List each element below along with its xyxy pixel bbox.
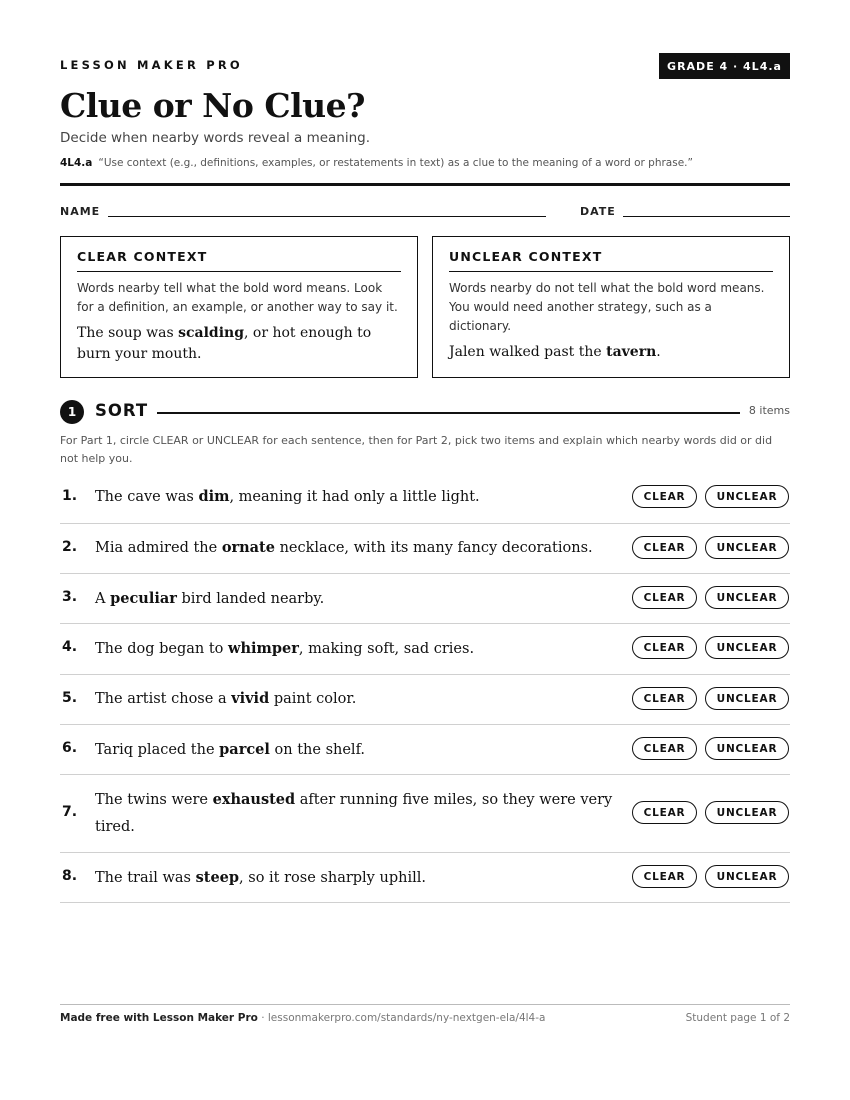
sentence-text: , so it rose sharply uphill.	[239, 870, 426, 886]
name-field[interactable]	[108, 216, 546, 217]
sentence-text: The artist chose a	[95, 691, 232, 707]
clear-context-box	[60, 236, 418, 378]
section-instructions: For Part 1, circle CLEAR or UNCLEAR for each sentence, then for Part 2, pick two items and explain which nearby words did or did not help you.	[60, 434, 773, 465]
sentence-text: Mia admired the	[95, 540, 222, 556]
target-word: dim	[198, 488, 230, 505]
sort-item	[60, 725, 790, 775]
sentence-text: The dog began to	[95, 641, 229, 657]
target-word: whimper	[228, 640, 299, 657]
target-word: exhausted	[212, 791, 296, 808]
item-sentence	[95, 635, 625, 663]
item-number: 1.	[62, 488, 78, 504]
item-number: 5.	[62, 690, 78, 706]
example-target-word: scalding	[178, 325, 244, 341]
sentence-text: The twins were	[95, 792, 213, 808]
footer-url: · lessonmakerpro.com/standards/ny-nextgen-ela/4l4-a	[261, 1012, 546, 1024]
item-number: 7.	[62, 804, 78, 820]
sentence-text: , meaning it had only a little light.	[229, 489, 480, 505]
item-sentence	[95, 685, 625, 713]
standard-code: 4L4.a	[60, 157, 93, 169]
sentence-text: on the shelf.	[269, 742, 366, 758]
example-text: , or hot enough to burn your mouth.	[77, 325, 372, 362]
section-header	[60, 400, 790, 422]
worksheet-subtitle: Decide when nearby words reveal a meaning.	[60, 130, 371, 146]
standard-text: “Use context (e.g., definitions, examples, or restatements in text) as a clue to the meaning of a word or phrase.”	[98, 157, 693, 169]
unclear-option[interactable]: UNCLEAR	[705, 636, 789, 659]
clear-option[interactable]: CLEAR	[632, 586, 697, 609]
target-word: steep	[195, 869, 240, 886]
section-rule	[157, 412, 740, 414]
target-word: peculiar	[110, 590, 177, 607]
item-number: 4.	[62, 639, 78, 655]
item-sentence	[95, 864, 625, 892]
sentence-text: necklace, with its many fancy decorations.	[274, 540, 593, 556]
section-title: SORT	[95, 401, 149, 420]
item-number: 8.	[62, 868, 78, 884]
date-label: DATE	[580, 205, 616, 218]
item-sentence	[95, 534, 625, 562]
sort-item	[60, 853, 790, 903]
target-word: vivid	[231, 690, 270, 707]
sentence-text: , making soft, sad cries.	[298, 641, 475, 657]
sort-item	[60, 675, 790, 725]
grade-badge: GRADE 4 · 4L4.a	[659, 53, 790, 79]
unclear-option[interactable]: UNCLEAR	[705, 737, 789, 760]
item-sentence	[95, 585, 625, 613]
clear-option[interactable]: CLEAR	[632, 801, 697, 824]
target-word: parcel	[219, 741, 270, 758]
item-sentence	[95, 736, 625, 764]
worksheet-title: Clue or No Clue?	[60, 86, 365, 125]
sort-item	[60, 473, 790, 524]
clear-context-heading: CLEAR CONTEXT	[77, 249, 401, 272]
sort-item	[60, 624, 790, 675]
example-target-word: tavern	[606, 344, 657, 360]
example-text: The soup was	[77, 325, 179, 341]
sort-item	[60, 775, 790, 853]
unclear-option[interactable]: UNCLEAR	[705, 801, 789, 824]
item-sentence	[95, 483, 625, 511]
sentence-text: The cave was	[95, 489, 199, 505]
example-text: Jalen walked past the	[449, 344, 607, 360]
example-text: .	[656, 344, 661, 360]
unclear-option[interactable]: UNCLEAR	[705, 687, 789, 710]
sentence-text: A	[95, 591, 111, 607]
sentence-text: The trail was	[95, 870, 196, 886]
clear-option[interactable]: CLEAR	[632, 737, 697, 760]
clear-option[interactable]: CLEAR	[632, 485, 697, 508]
unclear-context-description: Words nearby do not tell what the bold word means. You would need another strategy, such as a dictionary.	[449, 281, 765, 333]
unclear-context-heading: UNCLEAR CONTEXT	[449, 249, 773, 272]
item-number: 6.	[62, 740, 78, 756]
footer-made-with: Made free with Lesson Maker Pro	[60, 1012, 258, 1024]
unclear-option[interactable]: UNCLEAR	[705, 586, 789, 609]
sort-item	[60, 574, 790, 624]
section-number-badge: 1	[60, 400, 84, 424]
item-number: 2.	[62, 539, 78, 555]
clear-context-description: Words nearby tell what the bold word means. Look for a definition, an example, or another way to say it.	[77, 281, 398, 314]
sort-item	[60, 524, 790, 574]
page-indicator: Student page 1 of 2	[685, 1012, 790, 1024]
footer-credit	[60, 1012, 545, 1024]
sentence-text: paint color.	[269, 691, 357, 707]
item-count: 8 items	[748, 404, 790, 417]
sentence-text: after running five miles, so they were very tired.	[95, 792, 613, 835]
clear-option[interactable]: CLEAR	[632, 636, 697, 659]
footer-divider	[60, 1004, 790, 1005]
clear-context-example	[77, 323, 401, 365]
sentence-text: bird landed nearby.	[176, 591, 325, 607]
sentence-text: Tariq placed the	[95, 742, 220, 758]
date-field[interactable]	[623, 216, 790, 217]
unclear-option[interactable]: UNCLEAR	[705, 485, 789, 508]
brand-name: LESSON MAKER PRO	[60, 58, 243, 72]
name-label: NAME	[60, 205, 101, 218]
header-divider	[60, 183, 790, 186]
standard-line	[60, 157, 693, 169]
item-sentence	[95, 786, 615, 841]
target-word: ornate	[221, 539, 275, 556]
unclear-option[interactable]: UNCLEAR	[705, 536, 789, 559]
clear-option[interactable]: CLEAR	[632, 536, 697, 559]
item-number: 3.	[62, 589, 78, 605]
worksheet-page	[60, 0, 790, 1100]
clear-option[interactable]: CLEAR	[632, 865, 697, 888]
unclear-context-example	[449, 342, 773, 363]
unclear-context-box	[432, 236, 790, 378]
unclear-option[interactable]: UNCLEAR	[705, 865, 789, 888]
clear-option[interactable]: CLEAR	[632, 687, 697, 710]
